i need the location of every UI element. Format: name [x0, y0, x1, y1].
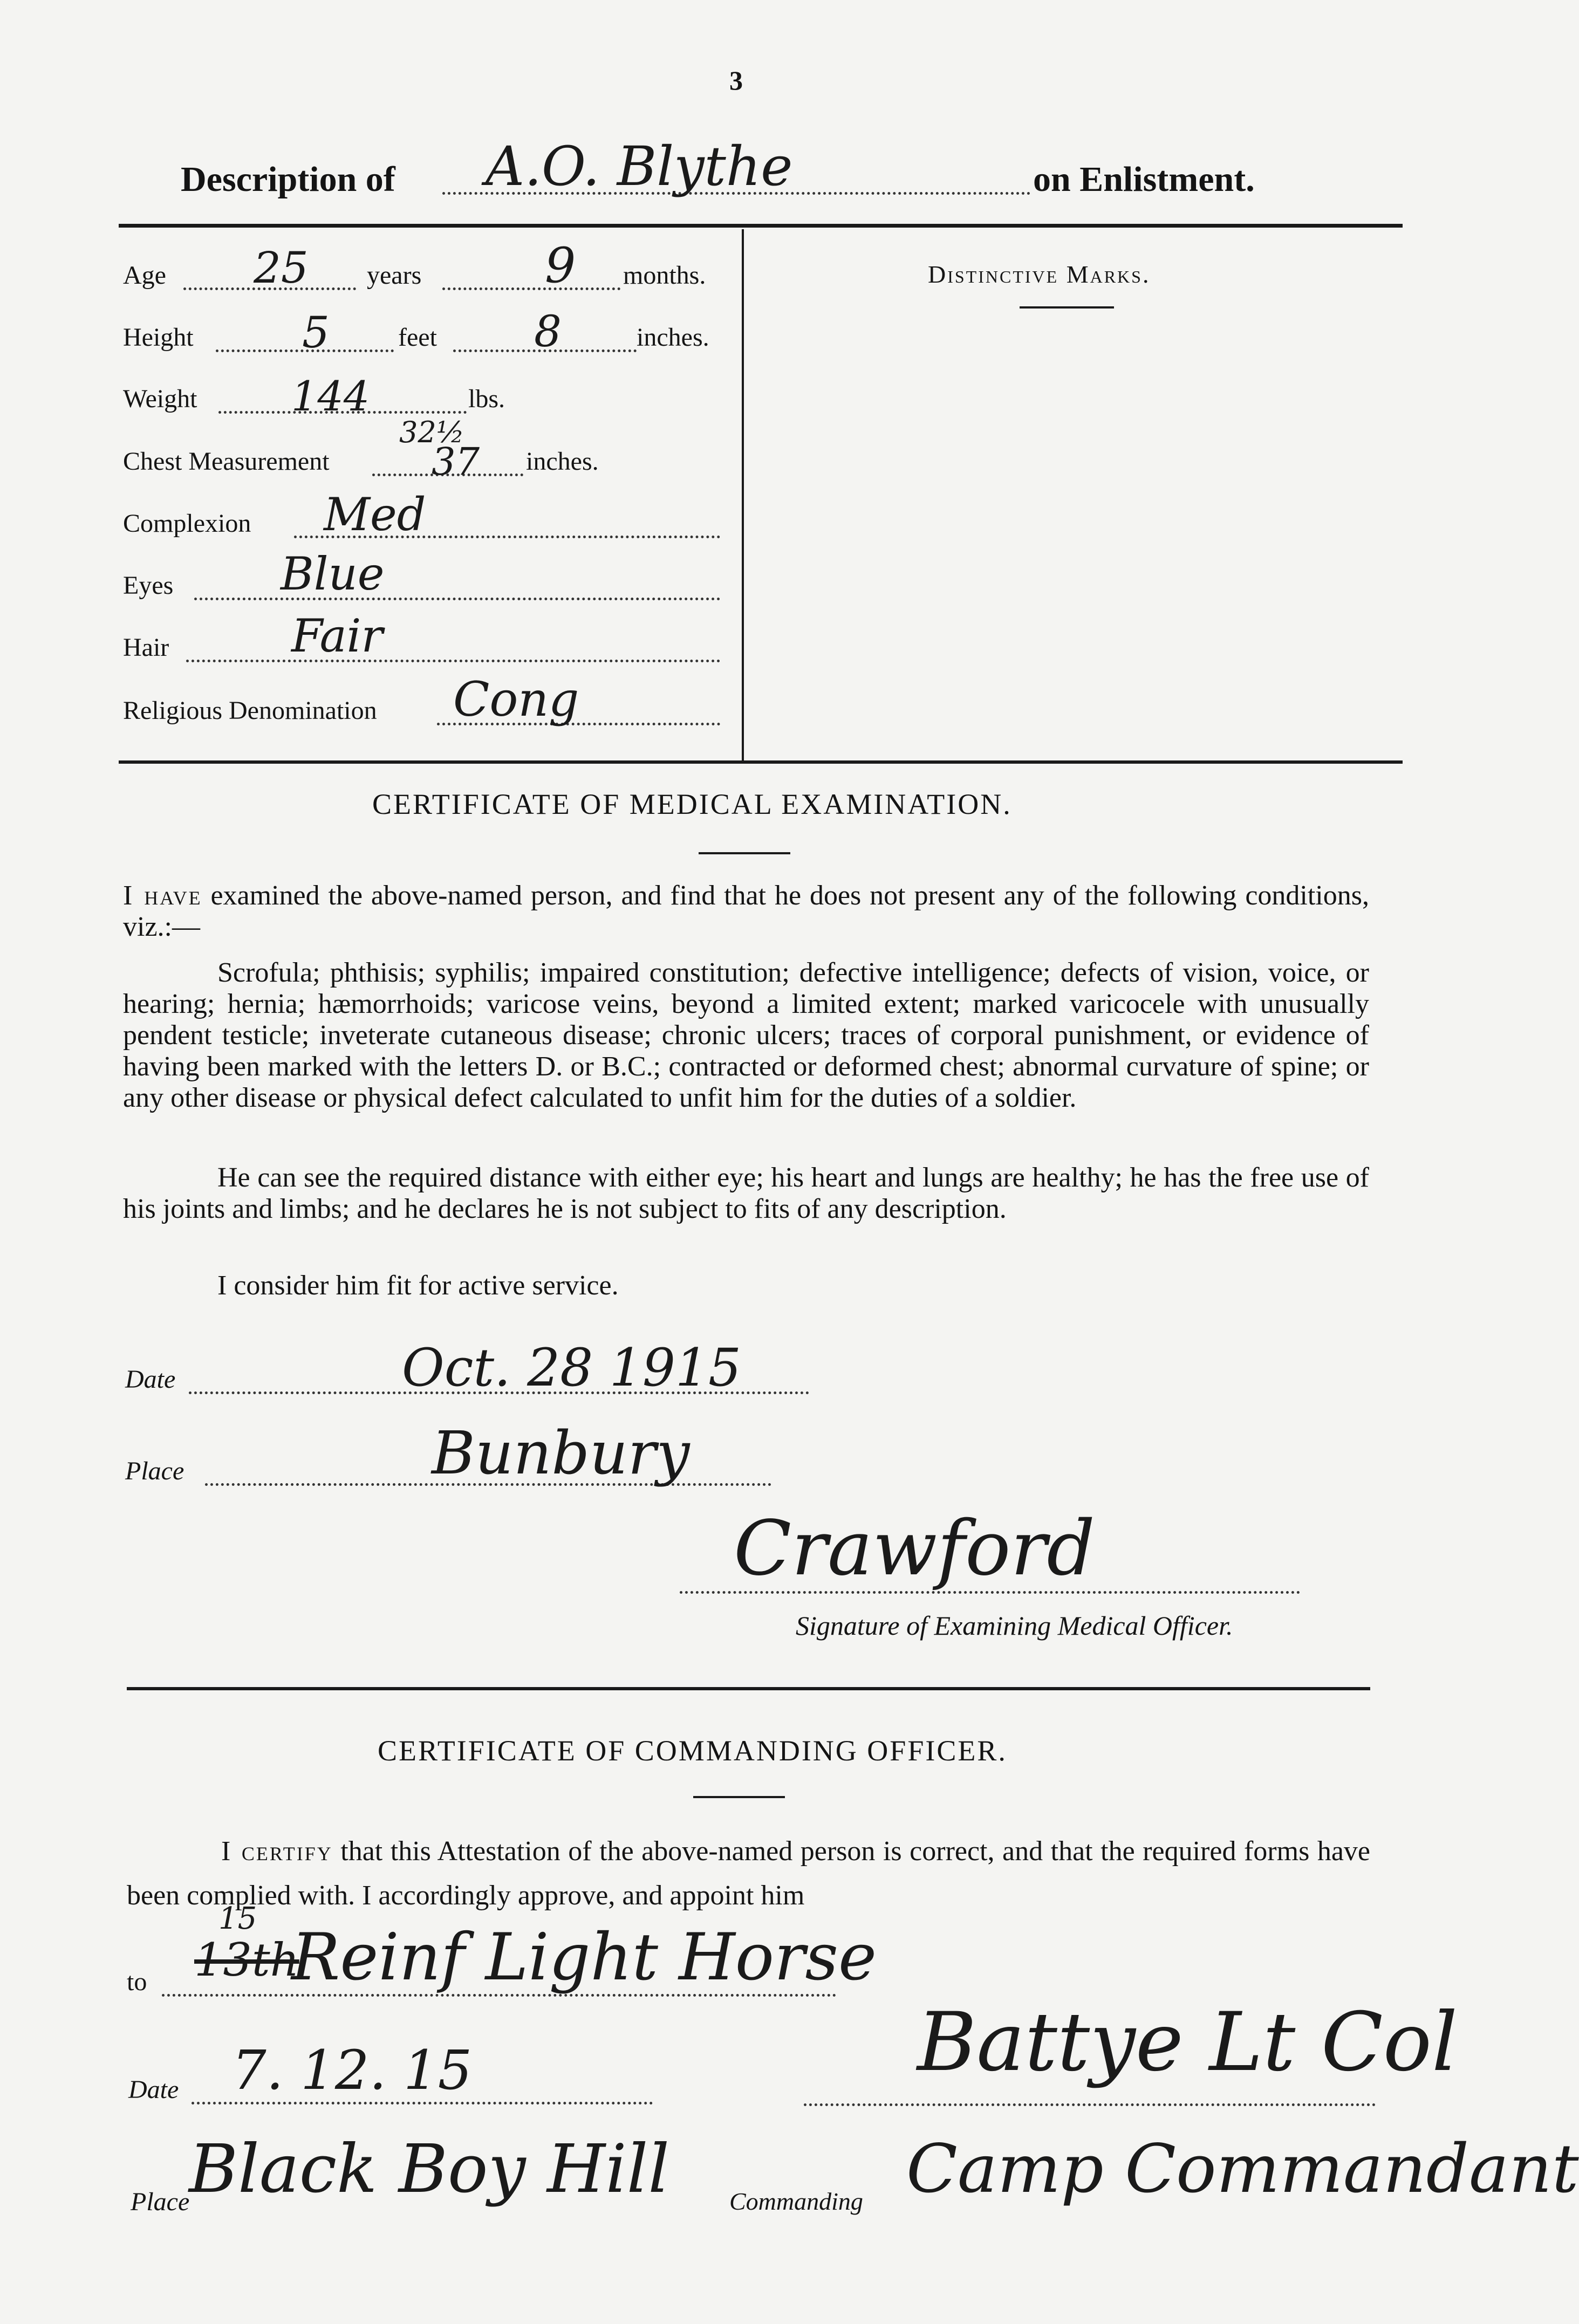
commanding-place-value: Black Boy Hill — [189, 2130, 670, 2208]
age-dots-2 — [442, 287, 620, 290]
religion-label: Religious Denomination — [123, 696, 377, 725]
lbs-label: lbs. — [468, 385, 505, 413]
months-label: months. — [623, 261, 706, 290]
eyes-label: Eyes — [123, 571, 174, 600]
page-number: 3 — [729, 65, 743, 95]
medical-signature: Crawford — [734, 1505, 1095, 1593]
complexion-value: Med — [324, 488, 426, 541]
medical-conditions: Scrofula; phthisis; syphilis; impaired constitution; defective intelligence; defects of vision, voice, or hearing; hernia; hæmorrhoids; varicose veins, beyond a limited extent; marked varicocele with unusually pendent testicle; inveterate cutaneous disease; chronic ulcers; traces of corporal punishment, or evidence of having been marked with the letters D. or B.C.; contracted or deformed chest; abnormal curvature of spine; or any other disease or physical defect calculated to unfit him for the duties of a soldier. — [123, 957, 1369, 1113]
medical-date-label: Date — [125, 1365, 176, 1394]
description-suffix: on Enlistment. — [1033, 160, 1255, 199]
age-label: Age — [123, 261, 166, 290]
commanding-to-superscript: 15 — [218, 1901, 257, 1936]
age-months-value: 9 — [545, 237, 576, 294]
chest-label: Chest Measurement — [123, 447, 330, 476]
hair-dots — [186, 660, 720, 662]
commanding-place-label: Place — [131, 2188, 190, 2216]
medical-fit: I consider him fit for active service. — [217, 1270, 619, 1301]
medical-title: CERTIFICATE OF MEDICAL EXAMINATION. — [372, 788, 1012, 820]
medical-signature-label: Signature of Examining Medical Officer. — [796, 1610, 1233, 1641]
description-name: A.O. Blythe — [486, 135, 793, 198]
medical-title-underline — [699, 852, 790, 854]
hair-value: Fair — [291, 609, 383, 662]
medical-date-value: Oct. 28 1915 — [402, 1338, 742, 1398]
vertical-divider — [742, 229, 744, 763]
chest-value-top: 32½ — [399, 415, 465, 449]
commanding-certify-text: that this Attestation of the above-named person is correct, and that the required forms have been complied with. I accordingly approve, and appoint him — [127, 1836, 1370, 1911]
inches-label: inches. — [637, 323, 709, 352]
years-label: years — [367, 261, 422, 290]
commanding-signature: Battye Lt Col — [917, 1996, 1458, 2089]
description-prefix: Description of — [181, 160, 395, 199]
complexion-label: Complexion — [123, 509, 251, 538]
section-rule-1 — [119, 760, 1403, 764]
medical-intro-lead: I have — [123, 880, 202, 911]
religion-value: Cong — [453, 671, 579, 727]
section-rule-2 — [127, 1687, 1370, 1690]
eyes-value: Blue — [281, 547, 385, 600]
age-years-value: 25 — [254, 243, 309, 293]
feet-label: feet — [398, 323, 437, 352]
height-inches-value: 8 — [534, 306, 562, 357]
distinctive-marks-underline — [1020, 306, 1114, 309]
commanding-date-value: 7. 12. 15 — [232, 2039, 473, 2102]
commanding-certify-lead: I certify — [221, 1836, 333, 1867]
weight-value: 144 — [291, 372, 370, 420]
commanding-title: CERTIFICATE OF COMMANDING OFFICER. — [378, 1735, 1007, 1767]
distinctive-marks-label: Distinctive Marks. — [928, 260, 1151, 288]
commanding-date-label: Date — [128, 2075, 179, 2104]
chest-inches-label: inches. — [526, 447, 599, 476]
commanding-value: Camp Commandant — [906, 2130, 1579, 2208]
medical-sight: He can see the required distance with either eye; his heart and lungs are healthy; he has the free use of his joints and limbs; and he declares he is not subject to fits of any description. — [123, 1162, 1369, 1224]
commanding-title-underline — [693, 1796, 785, 1798]
eyes-dots — [194, 598, 720, 600]
top-rule — [119, 224, 1403, 228]
commanding-date-dots — [192, 2102, 653, 2104]
medical-place-label: Place — [125, 1457, 184, 1485]
height-feet-value: 5 — [302, 307, 330, 358]
medical-place-value: Bunbury — [432, 1418, 690, 1487]
commanding-certify — [127, 1829, 1370, 1918]
medical-intro-text: examined the above-named person, and find that he does not present any of the following conditions, viz.:— — [123, 880, 1369, 942]
hair-label: Hair — [123, 633, 169, 662]
chest-value: 37 — [432, 440, 480, 484]
commanding-to-value: Reinf Light Horse — [291, 1920, 877, 1995]
medical-intro — [123, 880, 1369, 943]
commanding-to-struck: 13th — [194, 1934, 299, 1986]
height-label: Height — [123, 323, 194, 352]
weight-label: Weight — [123, 385, 197, 413]
commanding-signature-dots — [804, 2103, 1376, 2106]
commanding-label: Commanding — [729, 2188, 863, 2215]
commanding-to-label: to — [127, 1967, 147, 1996]
